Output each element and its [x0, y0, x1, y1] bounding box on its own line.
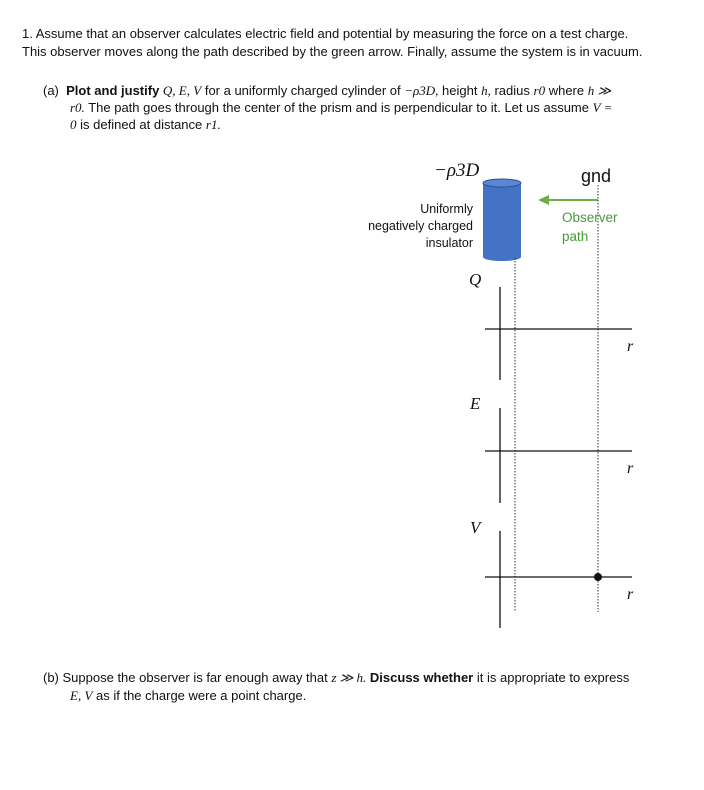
cylinder-label [360, 201, 473, 252]
part-a-line3 [70, 116, 221, 134]
e-plot-axes [485, 408, 632, 503]
part-a-r1: r1. [205, 117, 221, 132]
problem-intro-line1 [22, 25, 628, 43]
q-axis-label: Q [469, 270, 482, 289]
part-a-text2: height [442, 83, 478, 98]
part-a-zero: 0 [70, 117, 77, 132]
part-a-line2 [70, 99, 612, 117]
part-a-line3-text: is defined at distance [80, 117, 203, 132]
v-r-label: r [627, 586, 634, 603]
observer-label-line2: path [562, 229, 589, 244]
v-zero-point [594, 573, 602, 581]
intro-text-2: This observer moves along the path described by the green arrow. Finally, assume the system is in vacuum. [22, 44, 643, 59]
observer-label [562, 209, 618, 245]
part-b-label: (b) [43, 670, 59, 685]
part-a-line1 [43, 82, 611, 100]
part-b-vars: E, V [70, 688, 93, 703]
observer-label-line1: Observer [562, 210, 618, 225]
part-a-bold: Plot and justify [66, 83, 160, 98]
observer-arrow [538, 195, 598, 205]
rho-label: −ρ3D [434, 160, 480, 181]
v-axis-label: V [470, 518, 481, 537]
q-plot-axes [485, 287, 632, 380]
part-a-text4: where [548, 83, 585, 98]
part-a-rho: −ρ3D, [404, 83, 439, 98]
part-b-cond: z ≫ h. [331, 670, 367, 685]
part-a-h: h, [481, 83, 491, 98]
cylinder-label-line1: Uniformly [420, 202, 473, 216]
part-a-text1: for a uniformly charged cylinder of [204, 83, 401, 98]
e-axis-label: E [470, 394, 481, 413]
v-plot-axes [485, 531, 632, 628]
problem-number: 1. [22, 26, 33, 41]
cylinder-label-line2: negatively charged [368, 219, 473, 233]
problem-intro-line2 [22, 43, 642, 61]
part-a-veq: V = [592, 100, 613, 115]
gnd-label: gnd [581, 166, 612, 186]
part-a-text3: radius [494, 83, 530, 98]
part-a-label: (a) [43, 83, 59, 98]
part-b-text3: as if the charge were a point charge. [96, 688, 307, 703]
part-b-text2: it is appropriate to express [476, 670, 630, 685]
part-b-bold: Discuss whether [369, 670, 474, 685]
part-a-cond: h ≫ [587, 83, 612, 98]
part-a-r0: r0 [533, 83, 546, 98]
part-a-vars: Q, E, V [162, 83, 202, 98]
part-a-line2-text: The path goes through the center of the prism and is perpendicular to it. Let us assume [88, 100, 589, 115]
charged-cylinder [483, 179, 521, 261]
e-r-label: r [627, 460, 634, 477]
part-b-text1: Suppose the observer is far enough away that [62, 670, 328, 685]
part-a-line2-r0: r0. [70, 100, 85, 115]
intro-text-1: Assume that an observer calculates electric field and potential by measuring the force on a test charge. [35, 26, 629, 41]
cylinder-label-line3: insulator [425, 236, 473, 250]
part-b-line2 [70, 687, 306, 705]
q-r-label: r [627, 338, 634, 355]
part-b-line1 [43, 669, 629, 687]
